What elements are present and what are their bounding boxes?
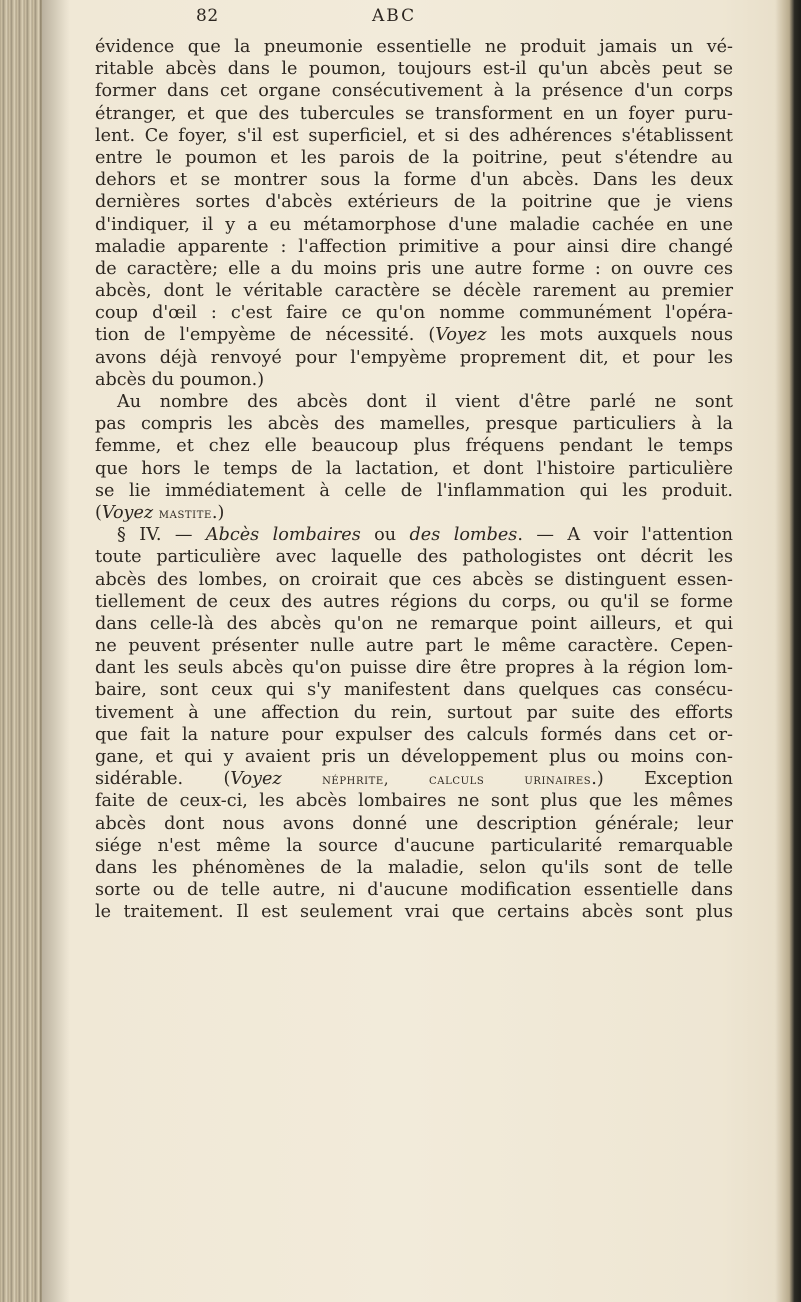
text-line (95, 901, 733, 923)
italic-text: Voyez (435, 325, 487, 346)
text-run: toute particulière avec laquelle des pathologistes ont décrit les (95, 547, 733, 568)
text-run: abcès du poumon.) (95, 369, 265, 390)
text-run: le traitement. Il est seulement vrai que certains abcès sont plus (95, 902, 733, 923)
italic-text: Voyez (230, 769, 282, 790)
page-edge (775, 0, 801, 1302)
text-run: que fait la nature pour expulser des calculs formés dans cet or- (95, 724, 733, 745)
text-run: ( (95, 502, 102, 523)
text-run: tion de l'empyème de nécessité. ( (95, 325, 436, 346)
text-line (95, 591, 733, 613)
text-line (95, 125, 733, 147)
italic-text: Abcès lombaires (205, 525, 361, 546)
text-run: abcès des lombes, on croirait que ces abcès se distinguent essen- (95, 569, 733, 590)
text-run: siége n'est même la source d'aucune particularité remarquable (95, 835, 733, 856)
text-run: sidérable. ( (95, 769, 231, 790)
text-line (95, 236, 733, 258)
text-run: dans celle-là des abcès qu'on ne remarque point ailleurs, et qui (95, 613, 733, 634)
text-run (282, 769, 322, 789)
text-line (95, 103, 733, 125)
text-run: les mots auxquels nous (486, 325, 733, 346)
text-line (95, 391, 733, 413)
text-line (95, 191, 733, 213)
text-line (95, 524, 733, 546)
text-line (95, 413, 733, 435)
text-line (95, 768, 733, 790)
text-line (95, 80, 733, 102)
text-run: de caractère; elle a du moins pris une autre forme : on ouvre ces (95, 258, 733, 279)
text-line (95, 879, 733, 901)
text-line (95, 302, 733, 324)
text-run: lent. Ce foyer, s'il est superficiel, et si des adhérences s'établissent (95, 125, 733, 146)
text-run: tivement à une affection du rein, surtout par suite des efforts (95, 702, 733, 723)
small-caps-text: mastite (158, 505, 212, 522)
text-run: .) Exception (591, 769, 733, 790)
text-line (95, 280, 733, 302)
text-line (95, 147, 733, 169)
text-line (95, 546, 733, 568)
text-run: que hors le temps de la lactation, et dont l'histoire particulière (95, 458, 733, 479)
page-number: 82 (196, 6, 219, 26)
text-run: sorte ou de telle autre, ni d'aucune modification essentielle dans (95, 880, 733, 901)
text-line (95, 458, 733, 480)
text-run: ritable abcès dans le poumon, toujours est-il qu'un abcès peut se (95, 59, 733, 80)
text-run: Au nombre des abcès dont il vient d'être parlé ne sont (117, 392, 733, 412)
text-line (95, 324, 733, 346)
binding-shadow (40, 0, 70, 1302)
text-run: ou (360, 525, 410, 546)
text-line (95, 480, 733, 502)
text-run: § IV. — (117, 525, 206, 546)
text-run: se lie immédiatement à celle de l'inflammation qui les produit. (95, 480, 733, 501)
text-run: maladie apparente : l'affection primitive a pour ainsi dire changé (95, 236, 733, 257)
text-run: entre le poumon et les parois de la poitrine, peut s'étendre au (95, 147, 733, 168)
text-line (95, 347, 733, 369)
text-line (95, 214, 733, 236)
text-run: d'indiquer, il y a eu métamorphose d'une maladie cachée en une (95, 214, 733, 235)
text-line (95, 569, 733, 591)
text-run: abcès, dont le véritable caractère se décèle rarement au premier (95, 281, 733, 302)
book-binding (0, 0, 42, 1302)
text-line (95, 813, 733, 835)
italic-text: Voyez (101, 502, 154, 523)
running-head: ABC (372, 6, 417, 26)
text-run: ne peuvent présenter nulle autre part le même caractère. Cepen- (95, 636, 733, 657)
text-line (95, 835, 733, 857)
text-run: avons déjà renvoyé pour l'empyème proprement dit, et pour les (95, 347, 733, 368)
italic-text: des lombes (409, 525, 518, 546)
text-run: dernières sortes d'abcès extérieurs de la poitrine que je viens (95, 192, 733, 213)
text-run: tiellement de ceux des autres régions du corps, ou qu'il se forme (95, 591, 733, 612)
text-run: gane, et qui y avaient pris un développement plus ou moins con- (95, 747, 733, 767)
text-run: évidence que la pneumonie essentielle ne produit jamais un vé- (95, 37, 733, 57)
text-line (95, 58, 733, 80)
text-run: pas compris les abcès des mamelles, presque particuliers à la (95, 414, 733, 435)
text-line (95, 679, 733, 701)
small-caps-text: néphrite, calculs urinaires (322, 772, 592, 789)
body-text (95, 36, 733, 924)
text-line (95, 369, 733, 391)
text-run: étranger, et que des tubercules se transforment en un foyer puru- (95, 103, 733, 124)
text-run: .) (211, 502, 225, 523)
text-run: abcès dont nous avons donné une description générale; leur (95, 813, 733, 834)
text-run: . — A voir l'attention (517, 525, 733, 546)
text-line (95, 502, 733, 524)
text-run: baire, sont ceux qui s'y manifestent dans quelques cas consécu- (95, 680, 733, 701)
text-line (95, 790, 733, 812)
text-line (95, 435, 733, 457)
text-run: faite de ceux-ci, les abcès lombaires ne sont plus que les mêmes (95, 791, 733, 812)
text-line (95, 724, 733, 746)
text-line (95, 36, 733, 58)
page-header (196, 6, 616, 34)
text-run: dant les seuls abcès qu'on puisse dire être propres à la région lom- (95, 658, 733, 679)
text-run: dans les phénomènes de la maladie, selon qu'ils sont de telle (95, 857, 733, 878)
text-run: dehors et se montrer sous la forme d'un abcès. Dans les deux (95, 170, 733, 191)
text-line (95, 657, 733, 679)
text-run: femme, et chez elle beaucoup plus fréquens pendant le temps (95, 436, 733, 457)
text-line (95, 635, 733, 657)
text-line (95, 746, 733, 768)
text-line (95, 258, 733, 280)
text-line (95, 613, 733, 635)
text-line (95, 169, 733, 191)
text-run: former dans cet organe consécutivement à la présence d'un corps (95, 81, 733, 102)
text-line (95, 857, 733, 879)
text-run: coup d'œil : c'est faire ce qu'on nomme communément l'opéra- (95, 303, 733, 324)
text-line (95, 702, 733, 724)
